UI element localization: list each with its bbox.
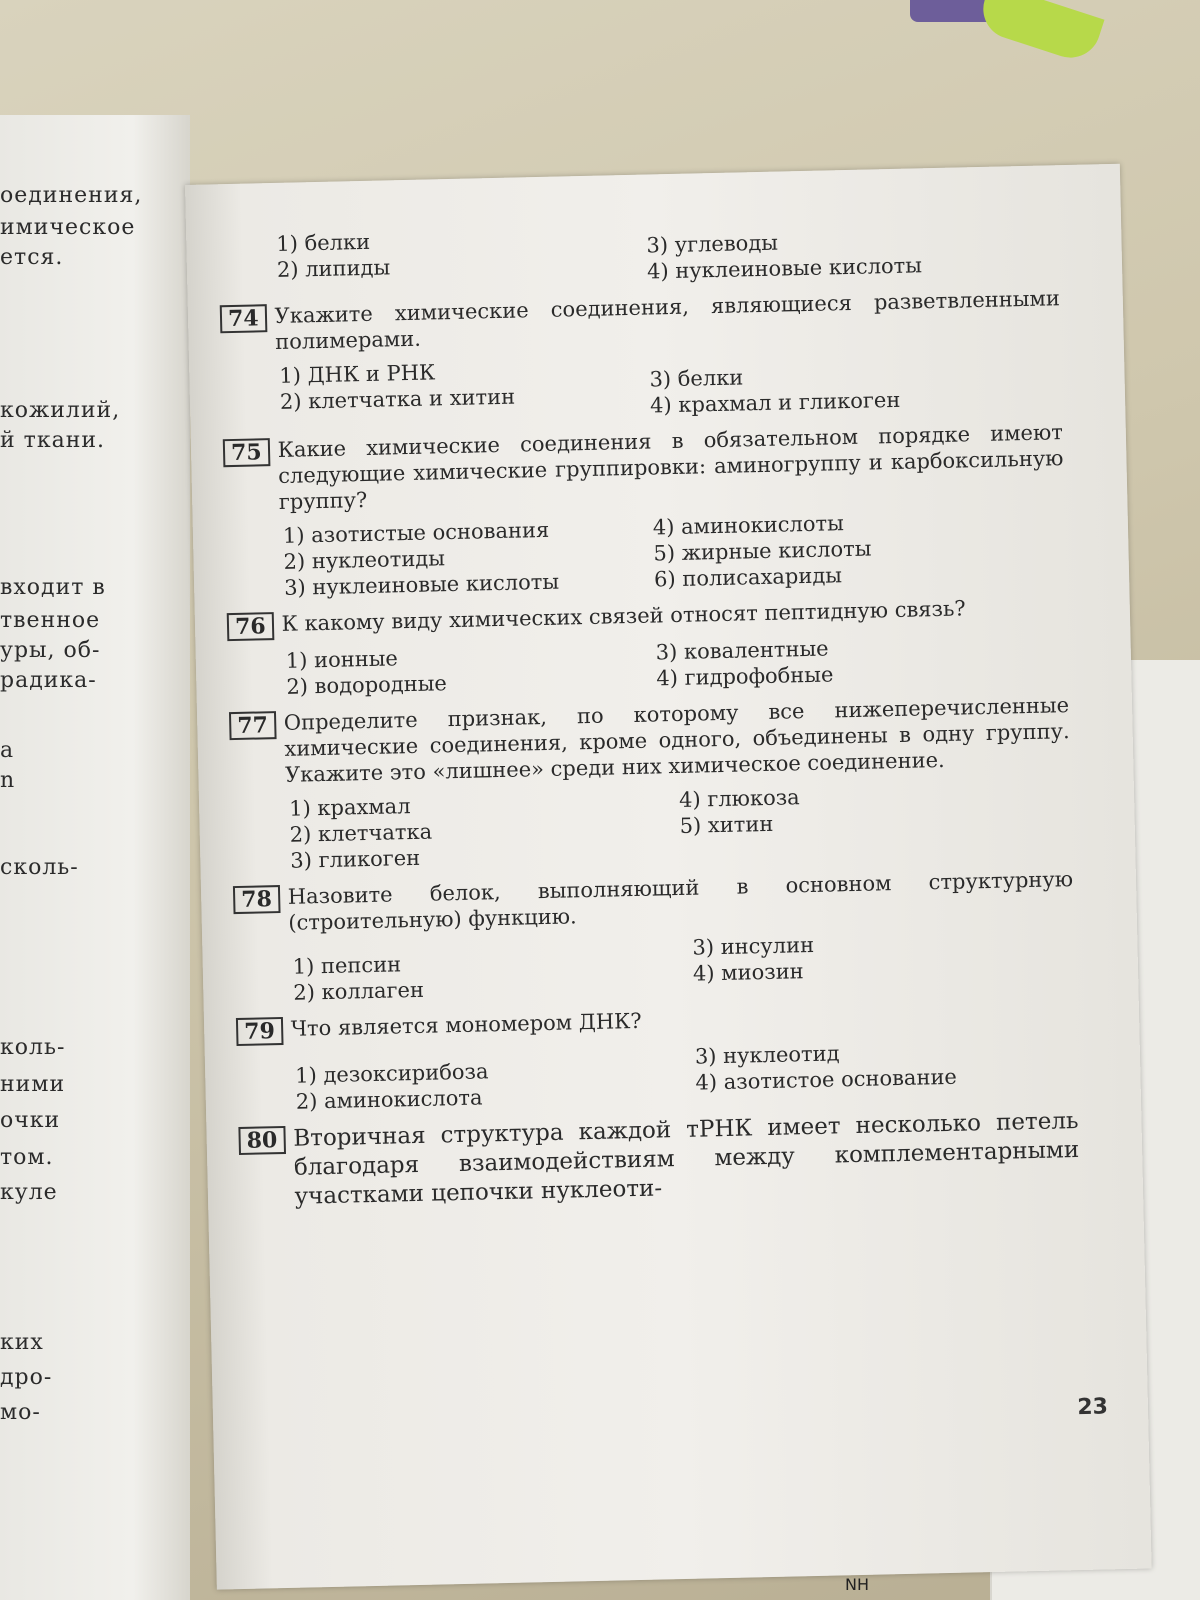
question-text: Вторичная структура каждой тРНК имеет несколько петель благодаря взаимодействиям между комплементарными участками цепочки нуклеоти- (292, 1107, 1080, 1210)
question-text: Назовите белок, выполняющий в основном структурную (строительную) функцию. (287, 867, 1074, 935)
option: 3) ковалентные (655, 636, 829, 665)
option: 3) нуклеотид (694, 1041, 840, 1069)
option: 2) нуклеотиды (283, 546, 446, 574)
question-78 (233, 866, 1074, 937)
option: 1) ДНК и РНК (279, 360, 436, 388)
option: 5) жирные кислоты (653, 536, 872, 566)
question-number: 74 (220, 304, 267, 333)
question-77 (229, 692, 1071, 789)
left-fragment: ких (0, 1330, 44, 1355)
question-75 (223, 419, 1065, 516)
left-fragment: входит в (0, 575, 106, 600)
page-content (218, 213, 1080, 1213)
question-number: 79 (236, 1017, 283, 1046)
question-74 (220, 285, 1061, 356)
question-number: 76 (227, 612, 274, 641)
option: 4) миозин (692, 959, 804, 986)
left-fragment: ется. (0, 245, 64, 270)
question-text: Что является мономером ДНК? (290, 1008, 642, 1041)
options-77 (289, 778, 1073, 874)
left-fragment: а (0, 738, 15, 763)
option: 3) гликоген (290, 845, 421, 873)
left-fragment: n (0, 768, 16, 793)
option: 1) крахмал (288, 794, 411, 821)
option: 2) липиды (276, 255, 391, 282)
left-fragment: кожилий, (0, 398, 121, 423)
question-number: 75 (223, 438, 270, 467)
left-fragment: куле (0, 1180, 58, 1205)
option: 2) водородные (286, 671, 448, 699)
option: 3) инсулин (692, 932, 815, 960)
question-text: К какому виду химических связей относят пептидную связь? (281, 596, 966, 636)
option: 4) аминокислоты (652, 511, 845, 540)
option: 1) азотистые основания (282, 517, 550, 548)
left-fragment: мо- (0, 1400, 41, 1425)
left-fragment: уры, об- (0, 638, 101, 663)
left-fragment: радика- (0, 668, 97, 693)
left-fragment: й ткани. (0, 428, 106, 453)
option: 4) крахмал и гликоген (649, 387, 901, 418)
options-79 (295, 1035, 1078, 1115)
option: 4) глюкоза (678, 785, 800, 812)
question-text: Какие химические соединения в обязательном порядке имеют следующие химические группировки: аминогруппу и карбоксильную группу? (277, 420, 1064, 514)
option: 3) нуклеиновые кислоты (283, 569, 560, 600)
options-74 (279, 345, 1062, 427)
question-text: Определите признак, по которому все нижеперечисленные химические соединения, кроме одного, объединены в одну группу. Укажите это «лишнее» среди них химическое соединение. (283, 693, 1070, 787)
question-number: 78 (233, 885, 280, 914)
options-75 (283, 505, 1067, 601)
options-78 (292, 926, 1075, 1006)
options-carryover (276, 213, 1059, 293)
left-fragment: оединения, (0, 183, 143, 208)
option: 6) полисахариды (653, 563, 843, 592)
option: 3) углеводы (646, 230, 779, 258)
option: 2) коллаген (293, 977, 425, 1005)
option: 1) дезоксирибоза (294, 1059, 489, 1088)
option: 1) пепсин (292, 952, 402, 979)
option: 3) белки (649, 365, 744, 392)
left-page (0, 115, 190, 1600)
option: 4) гидрофобные (656, 662, 834, 691)
left-fragment: том. (0, 1145, 54, 1170)
question-number: 80 (238, 1126, 285, 1155)
left-fragment: дро- (0, 1365, 53, 1390)
option: 4) нуклеиновые кислоты (646, 253, 923, 284)
question-text: Укажите химические соединения, являющиеся разветвленными полимерами. (274, 286, 1061, 354)
left-fragment: сколь- (0, 855, 79, 880)
question-number: 77 (229, 711, 276, 740)
option: 2) клетчатка и хитин (279, 384, 516, 414)
option: 1) белки (276, 229, 371, 256)
textbook-page (185, 164, 1152, 1590)
option: 2) клетчатка (289, 819, 433, 847)
corner-text: NH (845, 1575, 869, 1594)
page-number: 23 (1077, 1394, 1109, 1421)
left-fragment: ними (0, 1072, 66, 1097)
left-fragment: очки (0, 1108, 61, 1133)
left-fragment: твенное (0, 608, 101, 633)
option: 4) азотистое основание (695, 1064, 958, 1095)
options-76 (286, 630, 1069, 700)
question-80 (238, 1107, 1080, 1213)
option: 2) аминокислота (295, 1085, 483, 1114)
option: 1) ионные (285, 646, 399, 673)
left-fragment: имическое (0, 215, 136, 240)
option: 5) хитин (679, 811, 774, 838)
left-fragment: коль- (0, 1035, 66, 1060)
